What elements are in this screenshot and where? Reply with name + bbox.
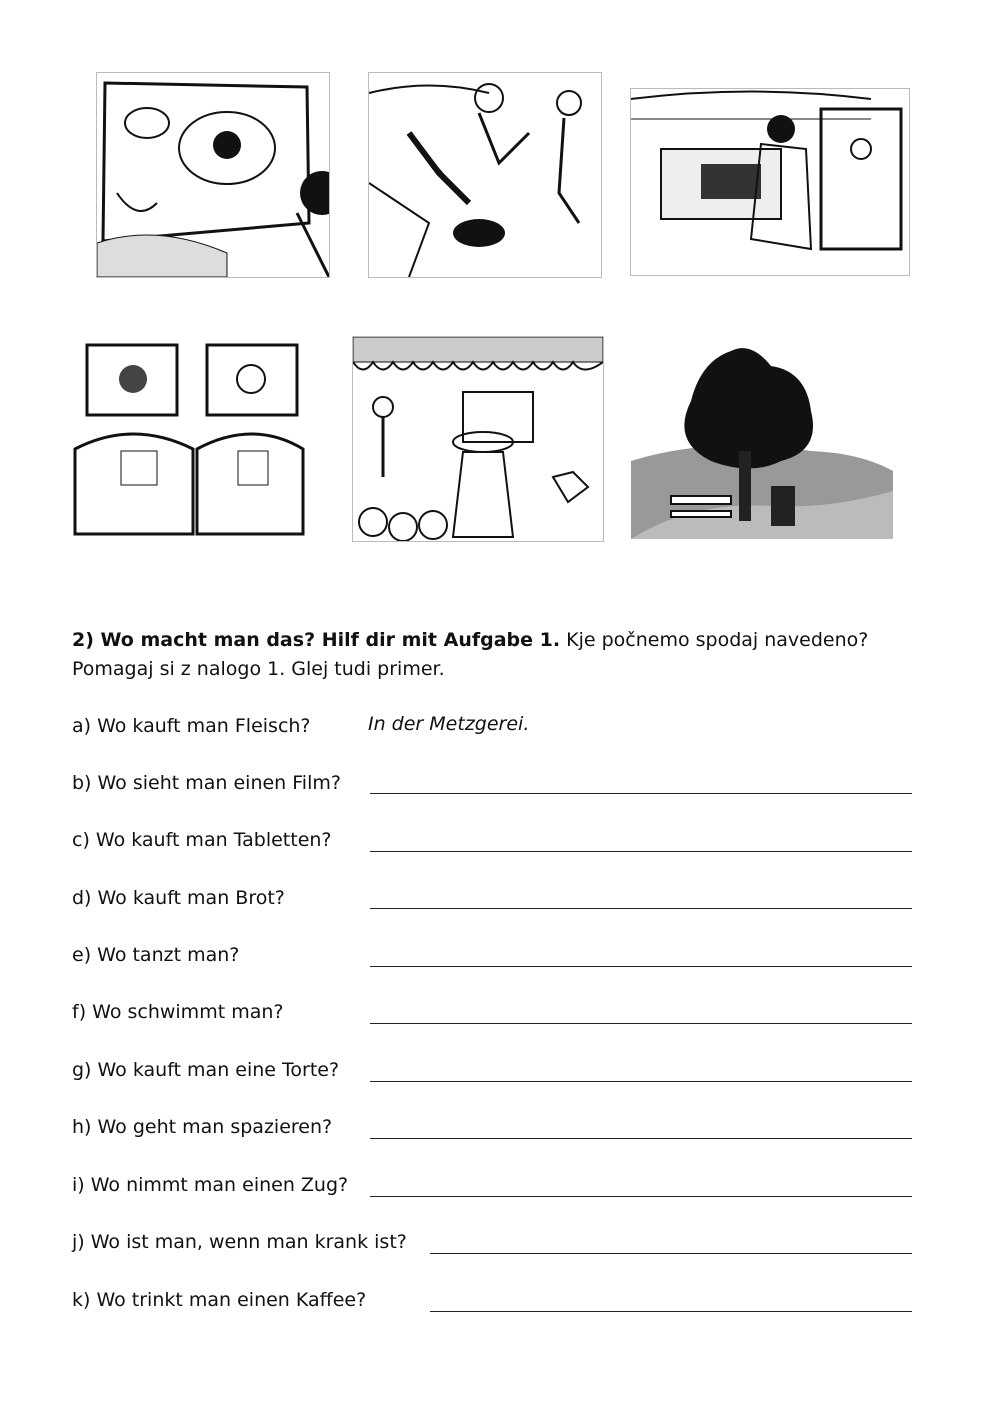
question-e: e) Wo tanzt man? — [72, 944, 240, 966]
question-i: i) Wo nimmt man einen Zug? — [72, 1174, 349, 1196]
task-title-line2: Pomagaj si z nalogo 1. Glej tudi primer. — [72, 658, 445, 680]
task-title-rest: Kje počnemo spodaj navedeno? — [560, 629, 869, 651]
answer-line-i[interactable] — [370, 1196, 912, 1197]
question-f: f) Wo schwimmt man? — [72, 1001, 284, 1023]
answer-line-b[interactable] — [370, 793, 912, 794]
example-answer-a: In der Metzgerei. — [368, 713, 530, 735]
answer-line-e[interactable] — [370, 966, 912, 967]
cinema-illustration — [96, 72, 330, 278]
train-station-illustration — [630, 88, 910, 276]
answer-line-h[interactable] — [370, 1138, 912, 1139]
hospital-illustration — [72, 338, 306, 540]
answer-line-f[interactable] — [370, 1023, 912, 1024]
question-h: h) Wo geht man spazieren? — [72, 1116, 333, 1138]
question-d: d) Wo kauft man Brot? — [72, 887, 285, 909]
disco-illustration — [368, 72, 602, 278]
park-illustration — [630, 340, 894, 540]
question-c: c) Wo kauft man Tabletten? — [72, 829, 332, 851]
answer-line-j[interactable] — [430, 1253, 912, 1254]
market-illustration — [352, 336, 604, 542]
task-instructions — [72, 626, 932, 684]
question-b: b) Wo sieht man einen Film? — [72, 772, 341, 794]
answer-line-c[interactable] — [370, 851, 912, 852]
question-g: g) Wo kauft man eine Torte? — [72, 1059, 340, 1081]
question-a: a) Wo kauft man Fleisch? — [72, 715, 311, 737]
question-k: k) Wo trinkt man einen Kaffee? — [72, 1289, 367, 1311]
question-j: j) Wo ist man, wenn man krank ist? — [72, 1231, 407, 1253]
answer-line-k[interactable] — [430, 1311, 912, 1312]
answer-line-d[interactable] — [370, 908, 912, 909]
answer-line-g[interactable] — [370, 1081, 912, 1082]
task-title-bold: 2) Wo macht man das? Hilf dir mit Aufgabe 1. — [72, 629, 561, 651]
